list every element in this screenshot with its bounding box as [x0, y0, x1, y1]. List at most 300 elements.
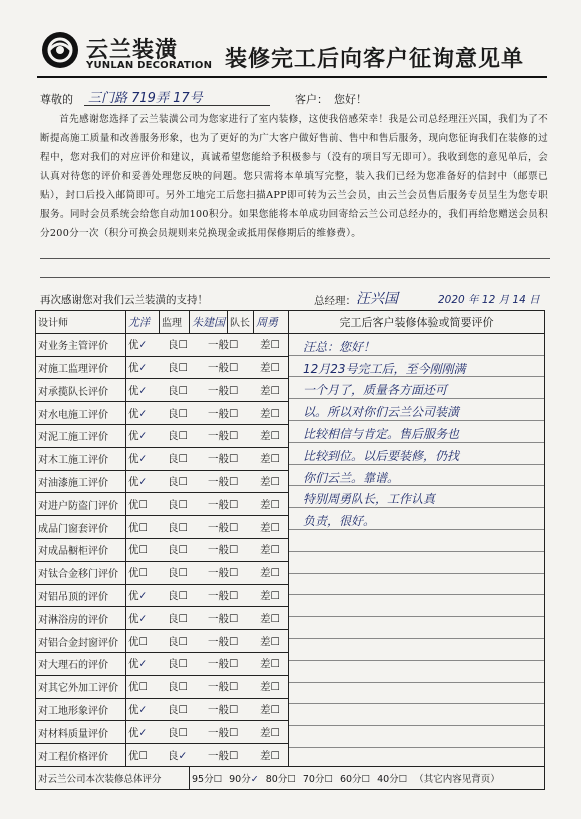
checkbox-icon[interactable]: ☐ — [229, 703, 239, 716]
rating-option-ok[interactable] — [168, 474, 208, 489]
rating-option-bad[interactable] — [260, 406, 289, 421]
rating-option-bad[interactable] — [260, 383, 289, 398]
criteria-row — [36, 333, 545, 356]
rating-option-good[interactable] — [128, 656, 168, 671]
rating-option-ok[interactable] — [168, 337, 208, 352]
greeting: 您好！ — [334, 93, 367, 106]
rating-option-label: 优 — [128, 475, 139, 488]
rating-option-label: 良 — [168, 681, 179, 694]
rating-option-fair[interactable] — [208, 383, 260, 398]
yunlan-logo-icon — [40, 30, 80, 70]
rating-option-label: 良 — [168, 361, 179, 374]
comment-line — [289, 530, 544, 552]
checkbox-icon[interactable]: ☐ — [229, 407, 239, 420]
rating-option-label: 一般 — [208, 726, 229, 739]
comment-line — [289, 704, 544, 726]
criteria-label: 对铝吊顶的评价 — [36, 584, 126, 607]
rating-option-good[interactable] — [128, 679, 168, 694]
rating-option-ok[interactable] — [168, 588, 208, 603]
rating-option-label: 差 — [260, 475, 271, 488]
comment-line — [289, 726, 544, 748]
rating-option-bad[interactable] — [260, 565, 289, 580]
rating-option-bad[interactable] — [260, 725, 289, 740]
checkbox-icon[interactable]: ☐ — [229, 475, 239, 488]
checkbox-icon[interactable]: ☐ — [178, 453, 188, 466]
rating-option-bad[interactable] — [260, 428, 289, 443]
rating-options — [126, 584, 289, 607]
checked-box-icon[interactable]: ✓ — [138, 384, 148, 397]
checkbox-icon[interactable]: ☐ — [229, 384, 239, 397]
rating-options — [126, 721, 289, 744]
checkbox-icon[interactable]: ☐ — [178, 681, 188, 694]
checkbox-icon[interactable]: ☐ — [270, 635, 280, 648]
rating-option-good[interactable] — [128, 337, 168, 352]
rating-option-label: 差 — [260, 589, 271, 602]
rating-option-fair[interactable] — [208, 634, 260, 649]
rating-option-good[interactable] — [128, 474, 168, 489]
checkbox-icon[interactable]: ☐ — [270, 703, 280, 716]
comment-line — [289, 683, 544, 705]
rating-option-good[interactable] — [128, 520, 168, 535]
criteria-label: 对泥工施工评价 — [36, 424, 126, 447]
checkbox-icon[interactable]: ☐ — [138, 544, 148, 557]
rating-option-fair[interactable] — [208, 406, 260, 421]
rating-option-label: 优 — [128, 589, 139, 602]
comment-header: 完工后客户装修体验或简要评价 — [289, 311, 545, 334]
rating-option-label: 差 — [260, 407, 271, 420]
rating-option-label: 一般 — [208, 430, 229, 443]
rating-option-bad[interactable] — [260, 360, 289, 375]
rating-options — [126, 447, 289, 470]
checkbox-icon[interactable]: ☐ — [229, 681, 239, 694]
checked-box-icon[interactable]: ✓ — [178, 749, 188, 762]
rating-option-label: 优 — [128, 612, 139, 625]
checked-box-icon[interactable]: ✓ — [138, 339, 148, 352]
rating-option-good[interactable] — [128, 634, 168, 649]
comment-line: 汪总：您好！ — [289, 334, 544, 356]
rating-option-label: 一般 — [208, 681, 229, 694]
criteria-label: 对其它外加工评价 — [36, 675, 126, 698]
criteria-label: 对水电施工评价 — [36, 402, 126, 425]
rating-options — [126, 379, 289, 402]
rating-option-label: 良 — [168, 453, 179, 466]
rating-option-ok[interactable] — [168, 725, 208, 740]
score-option-label: 60分 — [339, 773, 362, 785]
checkbox-icon[interactable]: ☐ — [270, 658, 280, 671]
checkbox-icon[interactable]: ☐ — [229, 658, 239, 671]
score-option[interactable] — [303, 774, 333, 785]
checkbox-icon[interactable]: ☐ — [270, 681, 280, 694]
thanks-text: 再次感谢您对我们云兰装潢的支持！ — [40, 294, 208, 306]
rating-option-ok[interactable] — [168, 656, 208, 671]
intro-paragraph: 首先感谢您选择了云兰装潢公司为您家进行了室内装修，这使我倍感荣幸！我是公司总经理汪兴国，我们为了不断提高施工质量和改善服务形象，也为了更好的为广大客户做好售前、售中和售后服务，现向您征询我们在装修的过程中，您对我们的对应评价和建议，真诚希望您能给予积极参与（没有的项目写无即可）。我收到您的意见单后，会认真对待您的评价和妥善处理您反映的问题。您只需将本单填写完整，装入我们已经为您准备好的信封中（邮票已贴），封口后投入邮筒即可。另外工地完工后您扫描APP即可转为云兰会员，由云兰会员售后服务专员呈生为您专职服务。同时会员系统会给您自动加100积分。如果您能将本单成功回寄给云兰公司总经办的，我们再给您赠送会员积分200分一次（积分可换会员规则来兑换现金或抵用保修期后的维修费）。 — [40, 114, 548, 239]
rating-option-label: 一般 — [208, 384, 229, 397]
rating-option-fair[interactable] — [208, 611, 260, 626]
rating-option-label: 良 — [168, 589, 179, 602]
comment-line — [289, 661, 544, 683]
score-option[interactable] — [340, 774, 370, 785]
supervisor-name: 朱建国 — [190, 311, 228, 334]
checked-box-icon[interactable]: ✓ — [138, 430, 148, 443]
checked-box-icon[interactable]: ✓ — [138, 726, 148, 739]
checkbox-icon[interactable]: ☐ — [270, 749, 280, 762]
checkbox-icon[interactable]: ☐ — [361, 773, 371, 785]
rating-option-good[interactable] — [128, 748, 168, 763]
rating-option-label: 一般 — [208, 544, 229, 557]
comment-line — [289, 639, 544, 661]
rating-option-label: 良 — [168, 498, 179, 511]
rating-option-label: 良 — [168, 407, 179, 420]
checkbox-icon[interactable]: ☐ — [138, 749, 148, 762]
rating-option-label: 良 — [168, 658, 179, 671]
criteria-label: 对淋浴房的评价 — [36, 607, 126, 630]
rating-option-label: 优 — [128, 498, 139, 511]
rating-option-label: 差 — [260, 567, 271, 580]
rating-option-bad[interactable] — [260, 679, 289, 694]
customer-comment-area — [289, 333, 545, 766]
rating-option-label: 良 — [168, 726, 179, 739]
designer-name: 尤洋 — [126, 311, 160, 334]
rating-option-label: 优 — [128, 567, 139, 580]
rating-option-good[interactable] — [128, 428, 168, 443]
rating-option-label: 差 — [260, 361, 271, 374]
rating-option-good[interactable] — [128, 451, 168, 466]
rating-option-ok[interactable] — [168, 702, 208, 717]
rating-option-label: 良 — [168, 430, 179, 443]
comment-line: 负责，很好。 — [289, 508, 544, 530]
criteria-label: 对业务主管评价 — [36, 333, 126, 356]
criteria-label: 对进户防盗门评价 — [36, 493, 126, 516]
checkbox-icon[interactable]: ☐ — [178, 521, 188, 534]
comment-line — [289, 595, 544, 617]
score-option[interactable] — [377, 774, 407, 785]
rating-option-ok[interactable] — [168, 383, 208, 398]
rating-option-fair[interactable] — [208, 656, 260, 671]
rating-option-label: 良 — [168, 749, 179, 762]
rating-option-good[interactable] — [128, 406, 168, 421]
rating-option-label: 差 — [260, 498, 271, 511]
rating-options — [126, 516, 289, 539]
checked-box-icon[interactable]: ✓ — [138, 589, 148, 602]
criteria-label: 对大理石的评价 — [36, 652, 126, 675]
criteria-label: 对承揽队长评价 — [36, 379, 126, 402]
rating-option-bad[interactable] — [260, 474, 289, 489]
rating-option-bad[interactable] — [260, 497, 289, 512]
rating-option-good[interactable] — [128, 588, 168, 603]
checkbox-icon[interactable]: ☐ — [229, 749, 239, 762]
rating-option-label: 优 — [128, 658, 139, 671]
checkbox-icon[interactable]: ☐ — [287, 773, 296, 785]
rating-options — [126, 470, 289, 493]
checkbox-icon[interactable]: ☐ — [229, 339, 239, 352]
score-option[interactable] — [229, 774, 259, 785]
rating-option-ok[interactable] — [168, 520, 208, 535]
rating-option-label: 良 — [168, 635, 179, 648]
checkbox-icon[interactable]: ☐ — [229, 567, 239, 580]
overall-score-options — [190, 766, 545, 789]
checkbox-icon[interactable]: ☐ — [229, 521, 239, 534]
checkbox-icon[interactable]: ☐ — [178, 384, 188, 397]
checkbox-icon[interactable]: ☐ — [138, 567, 148, 580]
rating-option-label: 差 — [260, 658, 271, 671]
checkbox-icon[interactable]: ☐ — [178, 498, 188, 511]
overall-score-row — [36, 766, 545, 789]
rating-option-bad[interactable] — [260, 451, 289, 466]
checkbox-icon[interactable]: ☐ — [270, 430, 280, 443]
rating-option-label: 良 — [168, 567, 179, 580]
rating-option-fair[interactable] — [208, 497, 260, 512]
rating-option-good[interactable] — [128, 611, 168, 626]
criteria-label: 对铝合金封窗评价 — [36, 630, 126, 653]
rating-option-fair[interactable] — [208, 451, 260, 466]
rating-option-label: 差 — [260, 384, 271, 397]
score-option-label: 90分 — [229, 773, 251, 785]
checkbox-icon[interactable]: ☐ — [270, 361, 280, 374]
rating-option-label: 优 — [128, 544, 139, 557]
rating-option-ok[interactable] — [168, 360, 208, 375]
rating-options — [126, 744, 289, 767]
rating-option-fair[interactable] — [208, 565, 260, 580]
rating-option-ok[interactable] — [168, 611, 208, 626]
rating-option-label: 一般 — [208, 498, 229, 511]
rating-option-label: 差 — [260, 453, 271, 466]
score-option[interactable] — [266, 774, 296, 785]
checkbox-icon[interactable]: ☐ — [229, 726, 239, 739]
rating-option-fair[interactable] — [208, 542, 260, 557]
checkbox-icon[interactable]: ☐ — [270, 567, 280, 580]
checkbox-icon[interactable]: ☐ — [178, 475, 188, 488]
checkbox-icon[interactable]: ☐ — [229, 589, 239, 602]
checkbox-icon[interactable]: ☐ — [178, 726, 188, 739]
rating-option-ok[interactable] — [168, 565, 208, 580]
rating-option-label: 一般 — [208, 475, 229, 488]
score-option-label: 40分 — [377, 773, 399, 785]
checkbox-icon[interactable]: ☐ — [138, 635, 148, 648]
rating-option-ok[interactable] — [168, 679, 208, 694]
checked-box-icon[interactable]: ✓ — [138, 612, 148, 625]
checkbox-icon[interactable]: ☐ — [229, 635, 239, 648]
rating-option-good[interactable] — [128, 702, 168, 717]
rating-option-label: 差 — [260, 430, 271, 443]
rating-option-label: 优 — [128, 635, 139, 648]
rating-option-label: 优 — [128, 703, 139, 716]
rating-option-fair[interactable] — [208, 588, 260, 603]
rating-option-fair[interactable] — [208, 702, 260, 717]
rating-option-good[interactable] — [128, 565, 168, 580]
rating-option-bad[interactable] — [260, 748, 289, 763]
score-option-label: 95分 — [192, 773, 214, 785]
gm-label: 总经理： — [314, 295, 356, 307]
rating-option-fair[interactable] — [208, 360, 260, 375]
rating-option-label: 优 — [128, 407, 139, 420]
criteria-label: 对材料质量评价 — [36, 721, 126, 744]
rating-option-label: 良 — [168, 339, 179, 352]
checkbox-icon[interactable]: ☐ — [178, 658, 188, 671]
rating-options — [126, 675, 289, 698]
rating-option-label: 良 — [168, 384, 179, 397]
brand-name: 云兰装潢 — [86, 38, 179, 63]
rating-option-fair[interactable] — [208, 520, 260, 535]
checkbox-icon[interactable]: ☐ — [270, 544, 280, 557]
criteria-label: 成品门窗套评价 — [36, 516, 126, 539]
checkbox-icon[interactable]: ☐ — [178, 612, 188, 625]
checkbox-icon[interactable]: ☐ — [270, 521, 280, 534]
checkbox-icon[interactable]: ☐ — [178, 430, 188, 443]
rating-option-fair[interactable] — [208, 725, 260, 740]
rating-option-label: 优 — [128, 749, 139, 762]
checkbox-icon[interactable]: ☐ — [270, 589, 280, 602]
rating-option-label: 一般 — [208, 658, 229, 671]
rating-option-label: 差 — [260, 612, 271, 625]
comment-line: 以。所以对你们云兰公司装潢 — [289, 399, 544, 421]
intro-underline — [40, 277, 550, 278]
checkbox-icon[interactable]: ☐ — [324, 773, 333, 785]
rating-option-label: 差 — [260, 749, 271, 762]
checkbox-icon[interactable]: ☐ — [270, 498, 280, 511]
overall-note: （其它内容见背页） — [414, 773, 500, 785]
rating-options — [126, 607, 289, 630]
rating-option-bad[interactable] — [260, 520, 289, 535]
rating-option-good[interactable] — [128, 542, 168, 557]
rating-option-label: 一般 — [208, 703, 229, 716]
score-option-label: 80分 — [265, 773, 288, 785]
rating-option-ok[interactable] — [168, 406, 208, 421]
rating-option-label: 优 — [128, 726, 139, 739]
checkbox-icon[interactable]: ☐ — [270, 339, 280, 352]
checkbox-icon[interactable]: ☐ — [178, 567, 188, 580]
rating-option-fair[interactable] — [208, 748, 260, 763]
checkbox-icon[interactable]: ☐ — [178, 544, 188, 557]
criteria-label: 对成品橱柜评价 — [36, 538, 126, 561]
rating-option-label: 良 — [168, 703, 179, 716]
rating-option-ok[interactable] — [168, 451, 208, 466]
evaluation-table — [35, 310, 545, 790]
checkbox-icon[interactable]: ☐ — [270, 612, 280, 625]
rating-option-bad[interactable] — [260, 588, 289, 603]
checkbox-icon[interactable]: ☐ — [270, 453, 280, 466]
comment-line: 比较到位。以后要装修，仍找 — [289, 443, 544, 465]
checkbox-icon[interactable]: ☐ — [270, 407, 280, 420]
checkbox-icon[interactable]: ☐ — [229, 453, 239, 466]
rating-option-label: 优 — [128, 384, 139, 397]
rating-option-label: 差 — [260, 635, 271, 648]
rating-options — [126, 402, 289, 425]
rating-option-ok[interactable] — [168, 428, 208, 443]
checkbox-icon[interactable]: ☐ — [213, 773, 223, 785]
rating-option-fair[interactable] — [208, 474, 260, 489]
rating-option-good[interactable] — [128, 725, 168, 740]
checkbox-icon[interactable]: ☐ — [270, 726, 280, 739]
rating-option-label: 优 — [128, 681, 139, 694]
checkbox-icon[interactable]: ☐ — [178, 703, 188, 716]
checked-box-icon[interactable]: ✓ — [138, 453, 148, 466]
checkbox-icon[interactable]: ☐ — [270, 384, 280, 397]
checkbox-icon[interactable]: ☐ — [138, 521, 148, 534]
rating-option-ok[interactable] — [168, 748, 208, 763]
checked-box-icon[interactable]: ✓ — [138, 475, 148, 488]
rating-option-label: 一般 — [208, 612, 229, 625]
salutation-prefix: 尊敬的 — [40, 93, 73, 106]
rating-options — [126, 561, 289, 584]
checkbox-icon[interactable]: ☐ — [178, 407, 188, 420]
checkbox-icon[interactable]: ☐ — [270, 475, 280, 488]
rating-option-ok[interactable] — [168, 497, 208, 512]
customer-address: 三门路 719弄 17号 — [88, 91, 203, 106]
rating-option-ok[interactable] — [168, 542, 208, 557]
rating-options — [126, 630, 289, 653]
rating-option-fair[interactable] — [208, 337, 260, 352]
checkbox-icon[interactable]: ☐ — [229, 498, 239, 511]
rating-option-bad[interactable] — [260, 702, 289, 717]
checked-box-icon[interactable]: ✓ — [138, 703, 148, 716]
criteria-label: 对工地形象评价 — [36, 698, 126, 721]
rating-option-label: 良 — [168, 612, 179, 625]
checked-box-icon[interactable]: ✓ — [138, 407, 148, 420]
criteria-label: 对木工施工评价 — [36, 447, 126, 470]
rating-options — [126, 538, 289, 561]
criteria-label: 对油漆施工评价 — [36, 470, 126, 493]
rating-option-label: 差 — [260, 339, 271, 352]
checkbox-icon[interactable]: ☐ — [229, 544, 239, 557]
overall-score-label: 对云兰公司本次装修总体评分 — [36, 766, 190, 789]
checkbox-icon[interactable]: ☐ — [138, 681, 148, 694]
rating-option-bad[interactable] — [260, 634, 289, 649]
rating-option-bad[interactable] — [260, 337, 289, 352]
checkbox-icon[interactable]: ☐ — [178, 361, 188, 374]
checked-box-icon[interactable]: ✓ — [250, 773, 259, 785]
rating-option-label: 差 — [260, 544, 271, 557]
rating-option-bad[interactable] — [260, 656, 289, 671]
checkbox-icon[interactable]: ☐ — [229, 612, 239, 625]
rating-option-label: 差 — [260, 681, 271, 694]
rating-option-label: 良 — [168, 521, 179, 534]
rating-options — [126, 333, 289, 356]
rating-option-label: 优 — [128, 521, 139, 534]
checkbox-icon[interactable]: ☐ — [229, 361, 239, 374]
rating-option-ok[interactable] — [168, 634, 208, 649]
rating-option-label: 一般 — [208, 521, 229, 534]
rating-option-good[interactable] — [128, 497, 168, 512]
checkbox-icon[interactable]: ☐ — [229, 430, 239, 443]
rating-options — [126, 652, 289, 675]
checkbox-icon[interactable]: ☐ — [138, 498, 148, 511]
leader-name: 周勇 — [254, 311, 289, 334]
checkbox-icon[interactable]: ☐ — [398, 773, 408, 785]
comment-line — [289, 574, 544, 596]
checkbox-icon[interactable]: ☐ — [178, 339, 188, 352]
checkbox-icon[interactable]: ☐ — [178, 635, 188, 648]
rating-option-bad[interactable] — [260, 611, 289, 626]
checked-box-icon[interactable]: ✓ — [138, 361, 148, 374]
score-option[interactable] — [192, 774, 222, 785]
rating-option-fair[interactable] — [208, 428, 260, 443]
comment-line: 特别周勇队长，工作认真 — [289, 486, 544, 508]
checkbox-icon[interactable]: ☐ — [178, 589, 188, 602]
leader-label: 队长 — [228, 311, 254, 334]
rating-options — [126, 493, 289, 516]
gm-signature: 汪兴国 — [356, 291, 398, 307]
checked-box-icon[interactable]: ✓ — [138, 658, 148, 671]
comment-line — [289, 552, 544, 574]
score-option-label: 70分 — [302, 773, 325, 785]
address-underline — [84, 105, 270, 106]
rating-option-fair[interactable] — [208, 679, 260, 694]
rating-options — [126, 424, 289, 447]
rating-option-bad[interactable] — [260, 542, 289, 557]
rating-option-good[interactable] — [128, 360, 168, 375]
rating-option-label: 差 — [260, 521, 271, 534]
rating-option-good[interactable] — [128, 383, 168, 398]
